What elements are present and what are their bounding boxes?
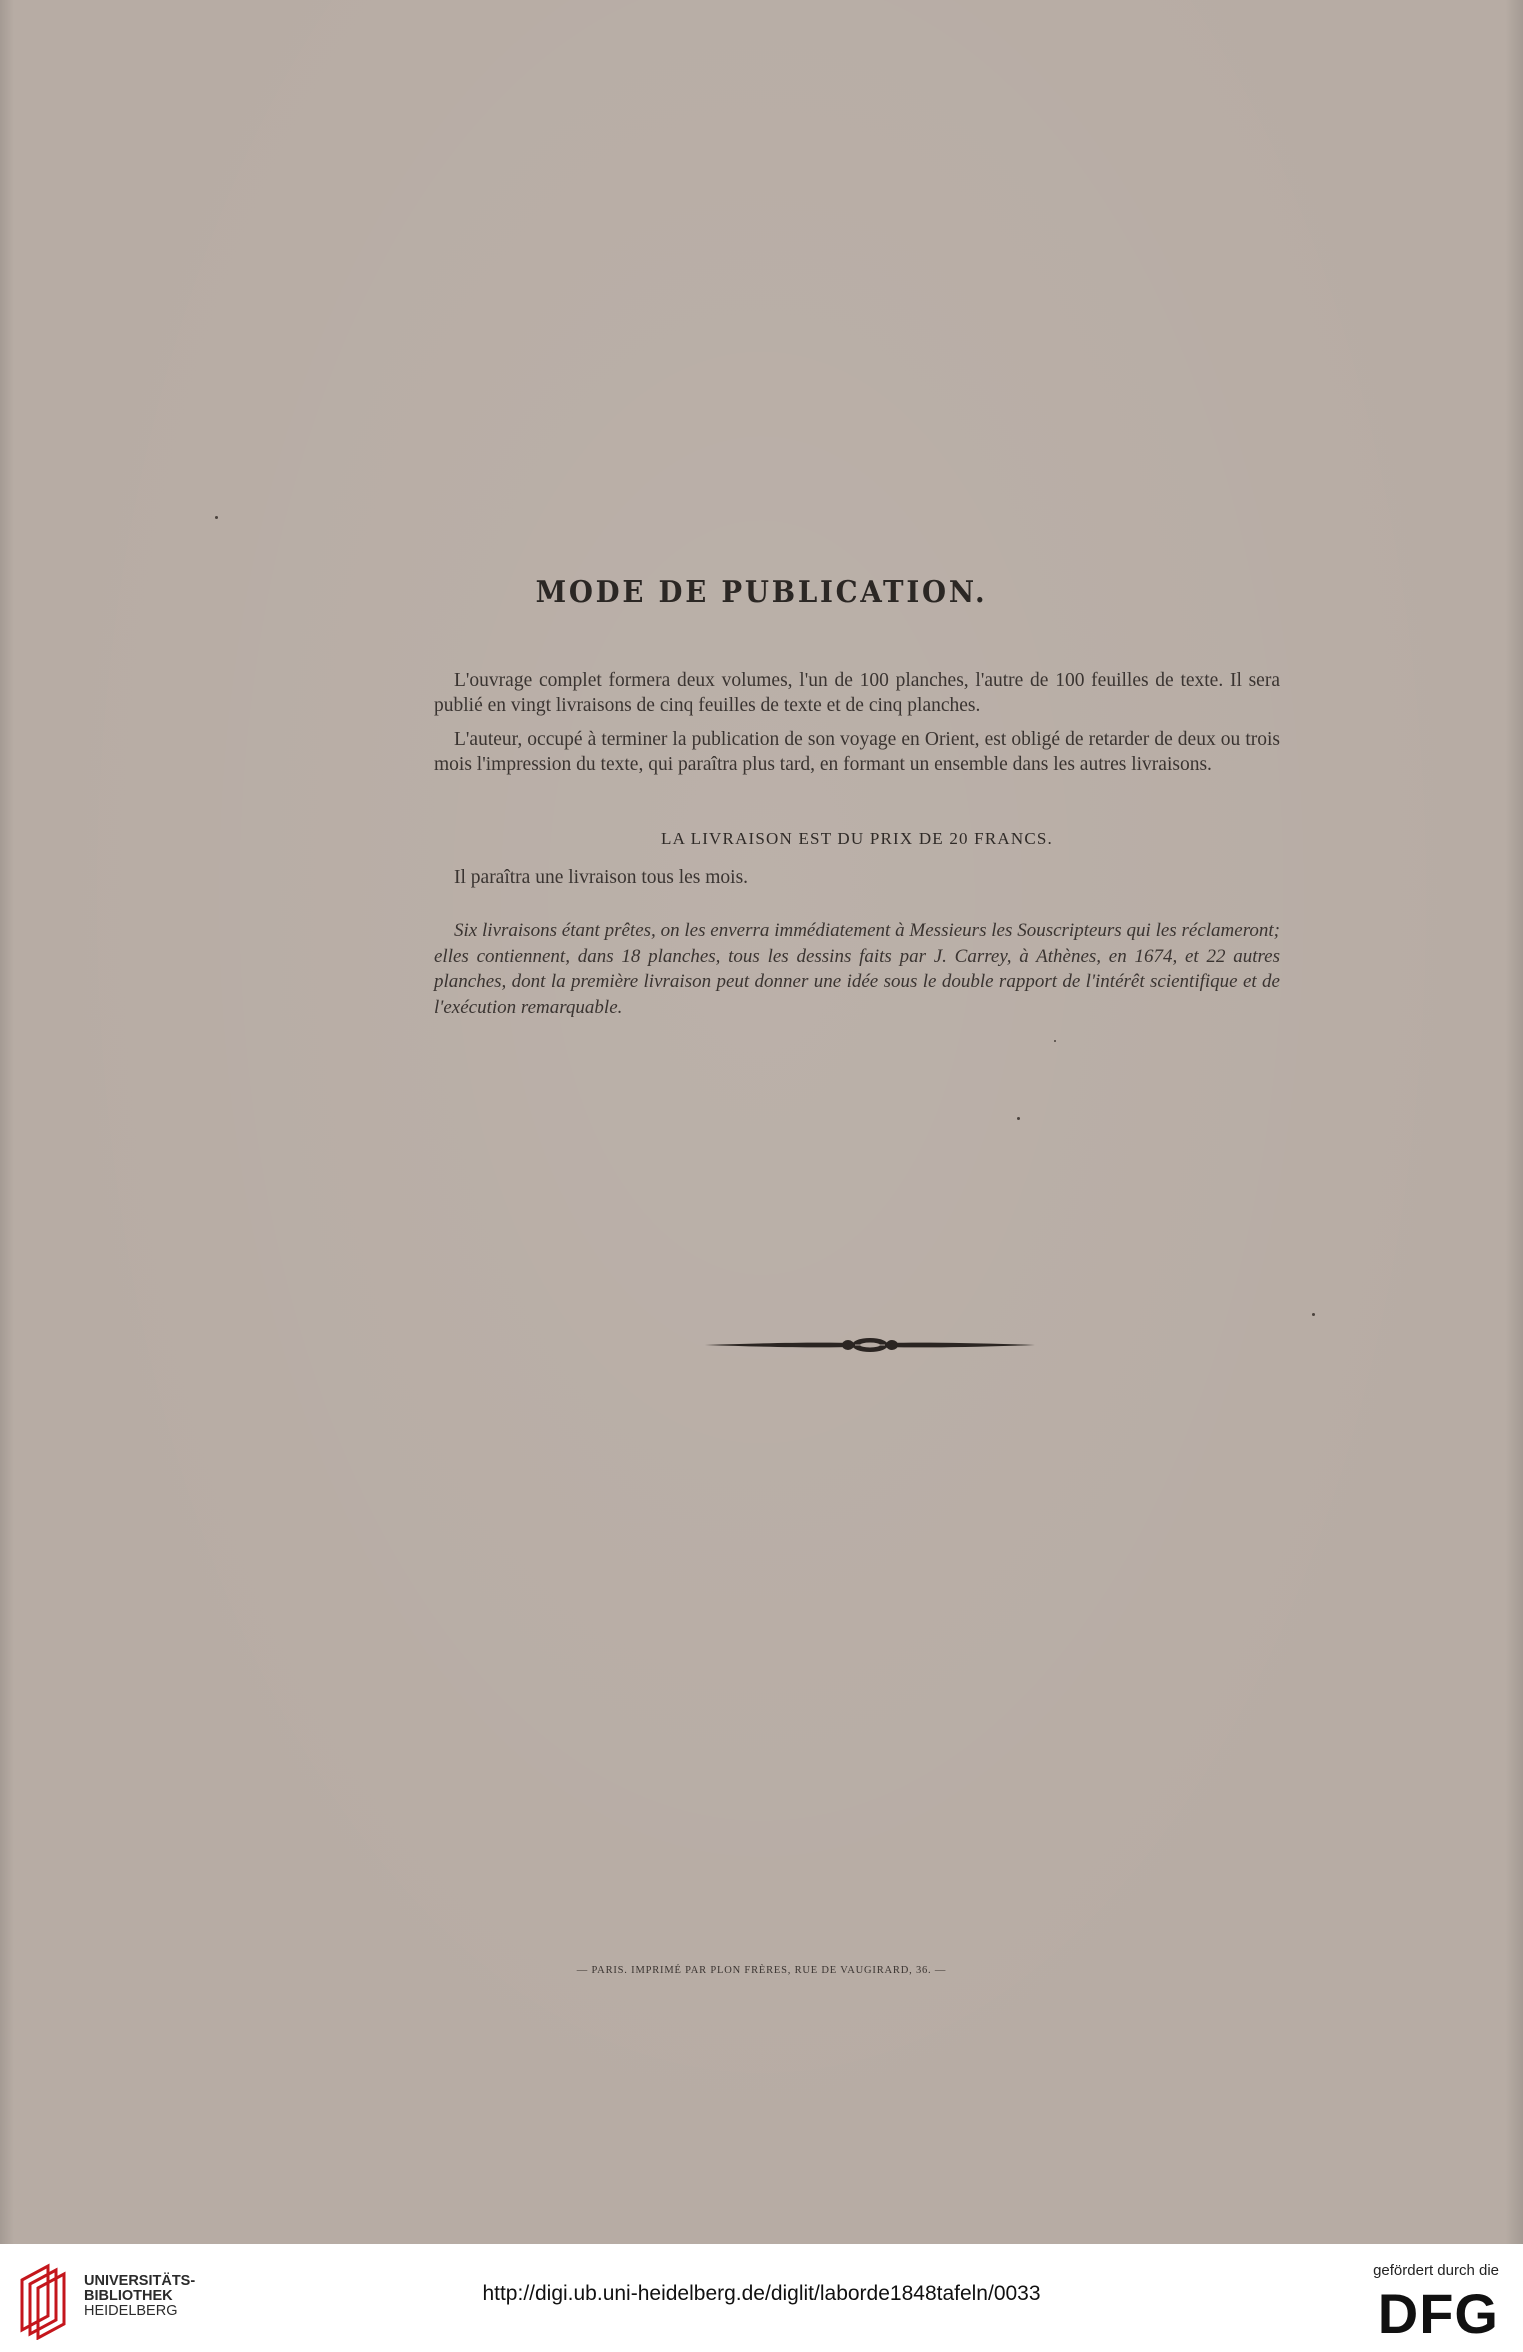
sponsor-caption: gefördert durch die [1373,2262,1499,2279]
paragraph-volumes: L'ouvrage complet formera deux volumes, l'un de 100 planches, l'autre de 100 feuilles de texte. Il sera publié en vingt livraisons de cinq feuilles de texte et de cinq planches. [434,670,1280,716]
printer-imprint: — PARIS. IMPRIMÉ PAR PLON FRÈRES, RUE DE VAUGIRARD, 36. — [576,1965,947,1976]
paper-speck [215,516,218,519]
ornamental-rule [705,1334,1035,1356]
permalink-url[interactable]: http://digi.ub.uni-heidelberg.de/diglit/laborde1848tafeln/0033 [482,2282,1041,2305]
page-title: MODE DE PUBLICATION. [535,575,988,610]
monthly-line: Il paraîtra une livraison tous les mois. [454,867,749,888]
italic-paragraph: Six livraisons étant prêtes, on les enverra immédiatement à Messieurs les Souscripteurs qui les réclameront; elles contiennent, dans 18 planches, tous les dessins faits par J. Carrey, à Athènes, en 1674, et 22 autres planches, dont la première livraison peut donner une idée sous le double rapport de l'intérêt scientifique et de l'exécution remarquable. [434,920,1280,1018]
library-name-line2: BIBLIOTHEK [84,2288,173,2304]
paper-speck [1312,1313,1315,1316]
paper-speck [1054,1040,1056,1042]
dfg-logo: DFG [1377,2282,1499,2345]
library-name-line3: HEIDELBERG [84,2303,178,2319]
footer-bar [0,2244,1523,2352]
paper-speck [1017,1117,1020,1120]
price-line: LA LIVRAISON EST DU PRIX DE 20 FRANCS. [661,829,1053,848]
paragraph-author: L'auteur, occupé à terminer la publication de son voyage en Orient, est obligé de retarder de deux ou trois mois l'impression du texte, qui paraîtra plus tard, en formant un ensemble dans les autres livraisons. [434,729,1280,775]
library-name-line1: UNIVERSITÄTS- [84,2273,196,2289]
